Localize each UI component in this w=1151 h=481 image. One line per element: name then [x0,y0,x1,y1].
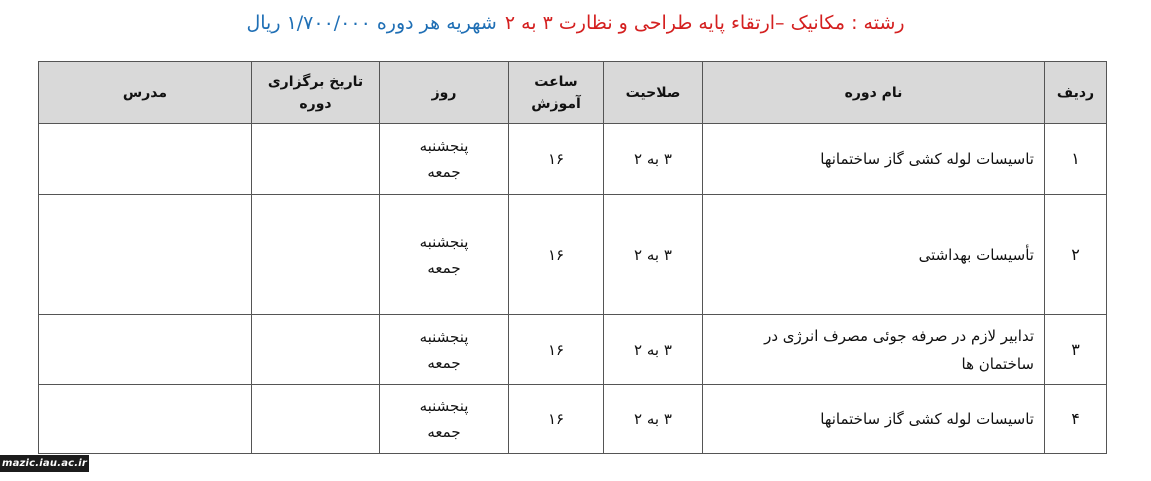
course-name: تاسیسات لوله کشی گاز ساختمانها [703,385,1045,454]
course-day-2: جمعه [427,163,461,181]
row-number: ۱ [1045,124,1107,195]
row-number: ۲ [1045,195,1107,315]
heading-field-and-level: رشته : مکانیک –ارتقاء پایه طراحی و نظارت ۳ به ۲ [504,12,905,34]
qualification: ۳ به ۲ [604,195,703,315]
instructor [39,124,252,195]
training-hours: ۱۶ [509,385,604,454]
course-name: تأسیسات بهداشتی [703,195,1045,315]
table-row [39,385,1107,454]
header-course-name: نام دوره [703,62,1045,124]
course-days [380,195,509,315]
header-day: روز [380,62,509,124]
course-name: تدابیر لازم در صرفه جوئی مصرف انرژی در ساختمان ها [703,315,1045,385]
header-radif: ردیف [1045,62,1107,124]
course-day-1: پنجشنبه [419,397,469,415]
course-date [252,385,380,454]
course-days [380,385,509,454]
table-row [39,315,1107,385]
course-days [380,315,509,385]
qualification: ۳ به ۲ [604,124,703,195]
header-training-hours-line1: ساعت [534,73,578,90]
header-training-hours [509,62,604,124]
course-date [252,195,380,315]
heading-tuition: شهریه هر دوره ۱/۷۰۰/۰۰۰ ریال [246,12,497,34]
table-header-row [39,62,1107,124]
instructor [39,385,252,454]
courses-table [38,61,1107,454]
qualification: ۳ به ۲ [604,315,703,385]
header-instructor: مدرس [39,62,252,124]
course-day-1: پنجشنبه [419,232,469,251]
course-day-1: پنجشنبه [419,327,469,346]
course-date [252,315,380,385]
course-day-1: پنجشنبه [419,137,469,155]
page-heading [0,6,1151,40]
training-hours: ۱۶ [509,195,604,315]
training-hours: ۱۶ [509,124,604,195]
header-date-line1: تاریخ برگزاری [267,73,364,90]
training-hours: ۱۶ [509,315,604,385]
instructor [39,315,252,385]
course-day-2: جمعه [427,423,461,441]
header-date-line2: دوره [299,95,332,112]
table-row [39,195,1107,315]
header-training-hours-line2: آموزش [531,95,581,112]
row-number: ۳ [1045,315,1107,385]
course-date [252,124,380,195]
course-day-2: جمعه [427,353,461,372]
course-name: تاسیسات لوله کشی گاز ساختمانها [703,124,1045,195]
table-row [39,124,1107,195]
instructor [39,195,252,315]
header-date [252,62,380,124]
header-qualification: صلاحیت [604,62,703,124]
course-day-2: جمعه [427,258,461,277]
qualification: ۳ به ۲ [604,385,703,454]
site-watermark: mazic.iau.ac.ir [0,455,89,472]
course-days [380,124,509,195]
row-number: ۴ [1045,385,1107,454]
